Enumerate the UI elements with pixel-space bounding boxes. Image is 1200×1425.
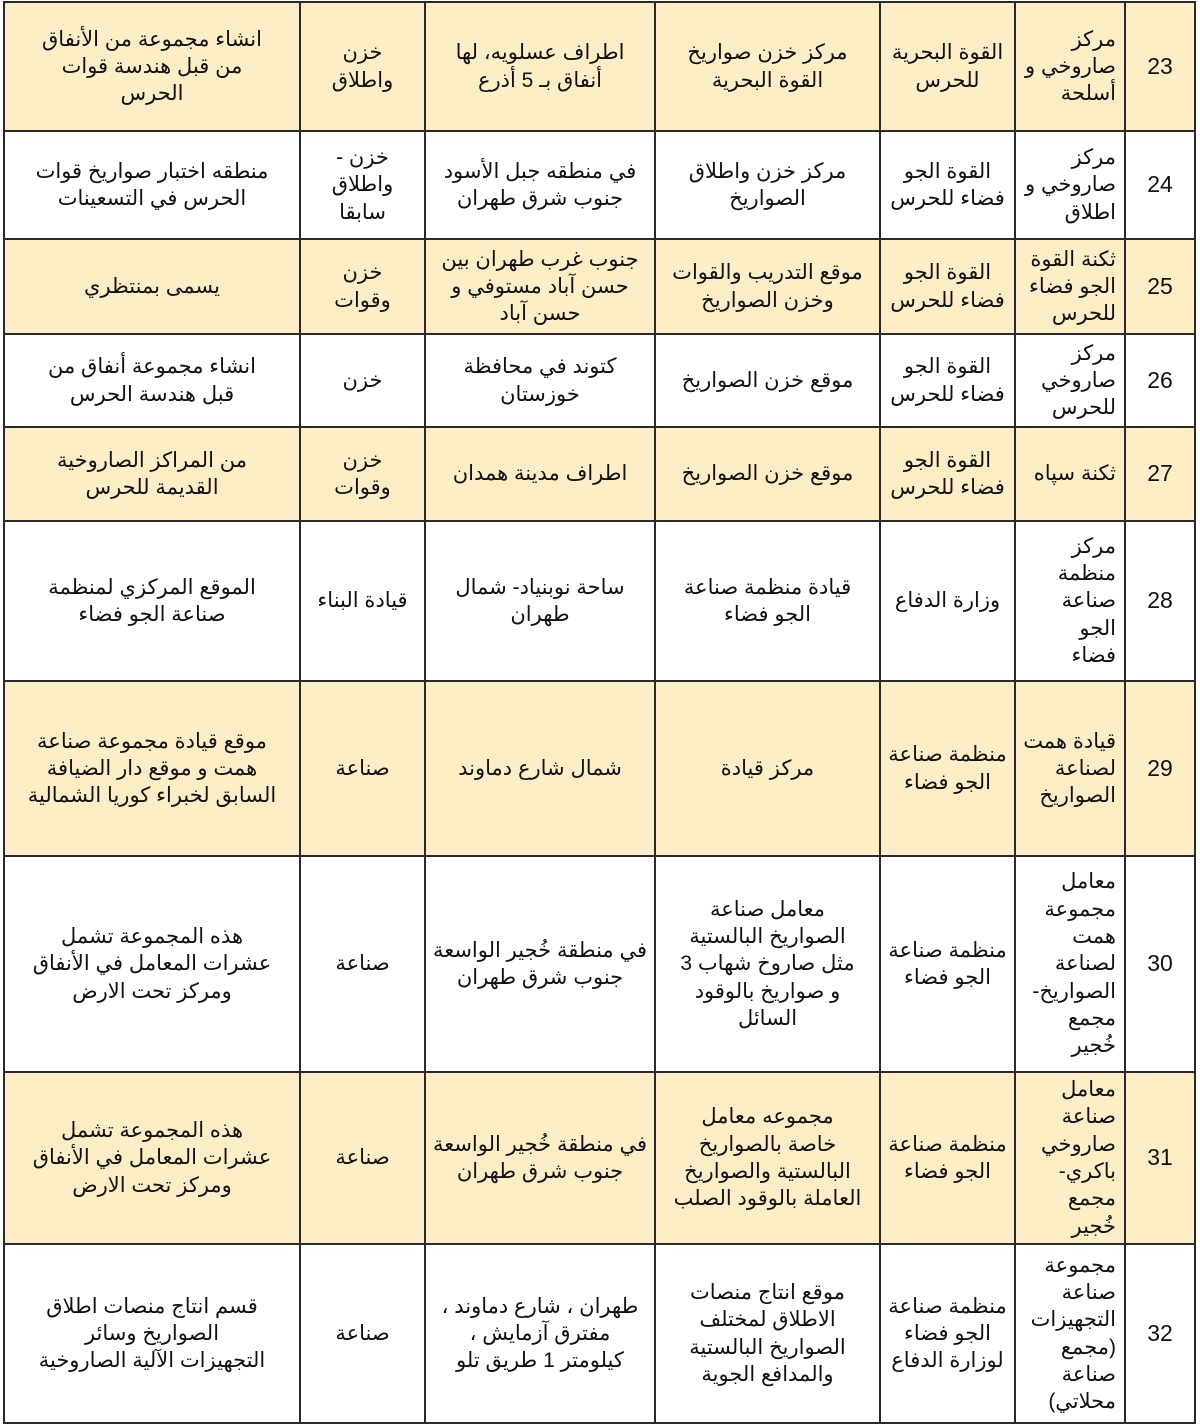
table-row [4, 681, 1195, 856]
row-number: 24 [1125, 131, 1195, 239]
table-row [4, 427, 1195, 521]
function: خزن [300, 334, 425, 427]
site-type: مركز خزن صواريخ القوة البحرية [655, 2, 880, 131]
affiliation: منظمة صناعة الجو فضاء [880, 681, 1015, 856]
affiliation: منظمة صناعة الجو فضاء [880, 1072, 1015, 1244]
location: جنوب غرب طهران بين حسن آباد مستوفي و حسن آباد [425, 239, 655, 334]
table-row [4, 334, 1195, 427]
description: موقع قيادة مجموعة صناعة همت و موقع دار الضيافة السابق لخبراء كوريا الشمالية [4, 681, 300, 856]
row-number: 23 [1125, 2, 1195, 131]
location: اطراف عسلويه، لها أنفاق بـ 5 أذرع [425, 2, 655, 131]
row-number: 32 [1125, 1244, 1195, 1423]
affiliation: القوة الجو فضاء للحرس [880, 131, 1015, 239]
table-row [4, 239, 1195, 334]
function: صناعة [300, 681, 425, 856]
location: في منطقه جبل الأسود جنوب شرق طهران [425, 131, 655, 239]
affiliation: القوة البحرية للحرس [880, 2, 1015, 131]
row-number: 31 [1125, 1072, 1195, 1244]
site-type: موقع خزن الصواريخ [655, 334, 880, 427]
table-row [4, 1244, 1195, 1423]
location: كتوند في محافظة خوزستان [425, 334, 655, 427]
site-type: مركز خزن واطلاق الصواريخ [655, 131, 880, 239]
site-type: موقع التدريب والقوات وخزن الصواريخ [655, 239, 880, 334]
affiliation: القوة الجو فضاء للحرس [880, 334, 1015, 427]
description: من المراكز الصاروخية القديمة للحرس [4, 427, 300, 521]
description: قسم انتاج منصات اطلاق الصواريخ وسائر التجهيزات الآلية الصاروخية [4, 1244, 300, 1423]
row-number: 26 [1125, 334, 1195, 427]
site-type: موقع انتاج منصات الاطلاق لمختلف الصواريخ البالستية والمدافع الجوية [655, 1244, 880, 1423]
row-number: 25 [1125, 239, 1195, 334]
function: خزن وقوات [300, 239, 425, 334]
site-name: مركز صاروخي للحرس [1015, 334, 1125, 427]
function: صناعة [300, 856, 425, 1072]
function: خزن واطلاق [300, 2, 425, 131]
description: انشاء مجموعة من الأنفاق من قبل هندسة قوات الحرس [4, 2, 300, 131]
location: طهران ، شارع دماوند ، مفترق آزمايش ، كيلومتر 1 طريق تلو [425, 1244, 655, 1423]
table-row [4, 856, 1195, 1072]
location: شمال شارع دماوند [425, 681, 655, 856]
row-number: 29 [1125, 681, 1195, 856]
location: في منطقة خُجير الواسعة جنوب شرق طهران [425, 856, 655, 1072]
description: يسمى بمنتظري [4, 239, 300, 334]
function: صناعة [300, 1072, 425, 1244]
description: هذه المجموعة تشمل عشرات المعامل في الأنفاق ومركز تحت الارض [4, 856, 300, 1072]
affiliation: القوة الجو فضاء للحرس [880, 239, 1015, 334]
affiliation: وزارة الدفاع [880, 521, 1015, 681]
site-name: ثكنة القوة الجو فضاء للحرس [1015, 239, 1125, 334]
affiliation: القوة الجو فضاء للحرس [880, 427, 1015, 521]
site-type: موقع خزن الصواريخ [655, 427, 880, 521]
row-number: 30 [1125, 856, 1195, 1072]
site-name: ثكنة سپاه [1015, 427, 1125, 521]
function: صناعة [300, 1244, 425, 1423]
location: ساحة نوبنياد- شمال طهران [425, 521, 655, 681]
site-name: مركز منظمة صناعة الجو فضاء [1015, 521, 1125, 681]
site-name: معامل مجموعة همت لصناعة الصواريخ- مجمع خُجير [1015, 856, 1125, 1072]
site-name: معامل صناعة صاروخي باكري-مجمع خُجير [1015, 1072, 1125, 1244]
table-row [4, 1072, 1195, 1244]
site-name: مركز صاروخي و أسلحة [1015, 2, 1125, 131]
site-type: قيادة منظمة صناعة الجو فضاء [655, 521, 880, 681]
affiliation: منظمة صناعة الجو فضاء لوزارة الدفاع [880, 1244, 1015, 1423]
location: اطراف مدينة همدان [425, 427, 655, 521]
description: انشاء مجموعة أنفاق من قبل هندسة الحرس [4, 334, 300, 427]
site-type: مركز قيادة [655, 681, 880, 856]
description: منطقه اختبار صواريخ قوات الحرس في التسعينات [4, 131, 300, 239]
site-type: معامل صناعة الصواريخ البالستية مثل صاروخ شهاب 3 و صواريخ بالوقود السائل [655, 856, 880, 1072]
site-type: مجموعه معامل خاصة بالصواريخ البالستية والصواريخ العاملة بالوقود الصلب [655, 1072, 880, 1244]
row-number: 27 [1125, 427, 1195, 521]
site-name: مجموعة صناعة التجهيزات (مجمع صناعة محلاتي) [1015, 1244, 1125, 1423]
site-name: مركز صاروخي و اطلاق [1015, 131, 1125, 239]
description: الموقع المركزي لمنظمة صناعة الجو فضاء [4, 521, 300, 681]
site-name: قيادة همت لصناعة الصواريخ [1015, 681, 1125, 856]
row-number: 28 [1125, 521, 1195, 681]
location: في منطقة خُجير الواسعة جنوب شرق طهران [425, 1072, 655, 1244]
function: خزن وقوات [300, 427, 425, 521]
table-row [4, 521, 1195, 681]
function: خزن - واطلاق سابقا [300, 131, 425, 239]
function: قيادة البناء [300, 521, 425, 681]
missile-sites-table [3, 1, 1196, 1424]
table-row [4, 2, 1195, 131]
table-row [4, 131, 1195, 239]
table-body [4, 2, 1195, 1423]
affiliation: منظمة صناعة الجو فضاء [880, 856, 1015, 1072]
description: هذه المجموعة تشمل عشرات المعامل في الأنفاق ومركز تحت الارض [4, 1072, 300, 1244]
